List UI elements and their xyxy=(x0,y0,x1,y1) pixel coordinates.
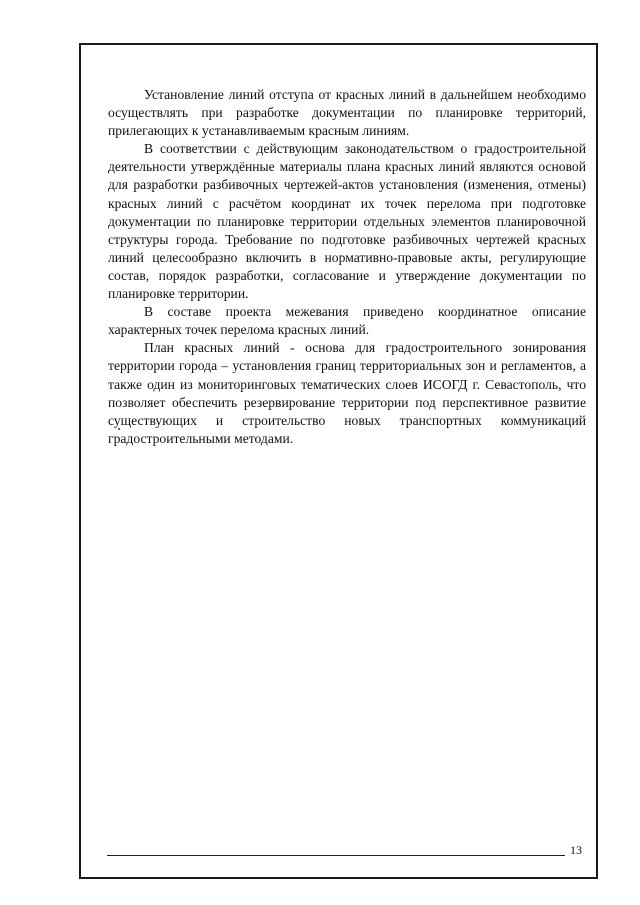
paragraph-land-survey: В составе проекта межевания приведено координатное описание характерных точек перелома красных линий. xyxy=(108,304,586,338)
footer-rule xyxy=(107,855,565,856)
paragraph-legislation: В соответствии с действующим законодательством о градостроительной деятельности утверждённые материалы плана красных линий являются основой для разработки разбивочных чертежей-актов установления (изменения, отмены) красных линий с расчётом координат их точек перелома при подготовке документации по планировке территории отдельных элементов планировочной структуры города. Требование по подготовке разбивочных чертежей красных линий целесообразно включить в нормативно-правовые акты, регулирующие состав, порядок разработки, согласование и утверждение документации по планировке территории. xyxy=(108,141,586,302)
document-body xyxy=(108,86,586,448)
stray-dot xyxy=(118,428,120,430)
paragraph-red-lines-plan: План красных линий - основа для градостроительного зонирования территории города – установления границ территориальных зон и регламентов, а также один из мониторинговых тематических слоев ИСОГД г. Севастополь, что позволяет обеспечить резервирование территории под перспективное развитие существующих и строительство новых транспортных коммуникаций градостроительными методами. xyxy=(108,340,586,446)
page-number: 13 xyxy=(570,843,582,857)
paragraph-setback-lines: Установление линий отступа от красных линий в дальнейшем необходимо осуществлять при разработке документации по планировке территорий, прилегающих к устанавливаемым красным линиям. xyxy=(108,87,586,139)
